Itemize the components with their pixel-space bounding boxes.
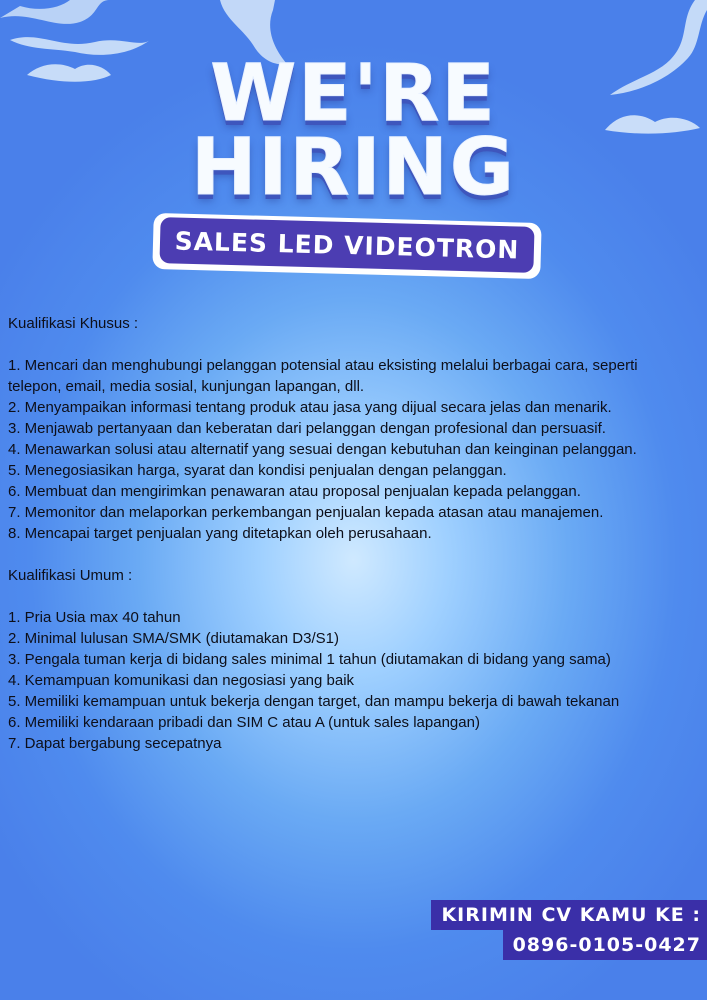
umum-item: 2. Minimal lulusan SMA/SMK (diutamakan D3/S1) [8,630,339,647]
headline-were: WE'RE [210,49,497,139]
contact-phone-number: 0896-0105-0427 [503,930,707,960]
position-banner: SALES LED VIDEOTRON [159,217,534,273]
khusus-item: 4. Menawarkan solusi atau alternatif yang sesuai dengan kebutuhan dan keinginan pelanggan. [8,441,637,458]
contact-callout [431,900,707,960]
umum-item: 1. Pria Usia max 40 tahun [8,609,181,626]
khusus-item: 3. Menjawab pertanyaan dan keberatan dari pelanggan dengan profesional dan persuasif. [8,420,606,437]
umum-item: 4. Kemampuan komunikasi dan negosiasi yang baik [8,672,355,689]
umum-item: 3. Pengala tuman kerja di bidang sales minimal 1 tahun (diutamakan di bidang yang sama) [8,651,611,668]
khusus-heading: Kualifikasi Khusus : [8,315,139,332]
umum-item: 6. Memiliki kendaraan pribadi dan SIM C atau A (untuk sales lapangan) [8,714,480,731]
khusus-item: 7. Memonitor dan melaporkan perkembangan penjualan kepada atasan atau manajemen. [8,504,604,521]
contact-label: KIRIMIN CV KAMU KE : [431,900,707,930]
khusus-item: 1. Mencari dan menghubungi pelanggan potensial atau eksisting melalui berbagai cara, seperti [8,357,638,374]
khusus-item: telepon, email, media sosial, kunjungan lapangan, dll. [8,378,365,395]
qualifications-section [8,313,698,754]
khusus-item: 6. Membuat dan mengirimkan penawaran atau proposal penjualan kepada pelanggan. [8,483,581,500]
khusus-item: 5. Menegosiasikan harga, syarat dan kondisi penjualan dengan pelanggan. [8,462,507,479]
umum-heading: Kualifikasi Umum : [8,567,133,584]
headline-hiring: HIRING [191,123,516,213]
khusus-item: 2. Menyampaikan informasi tentang produk atau jasa yang dijual secara jelas dan menarik. [8,399,612,416]
umum-item: 5. Memiliki kemampuan untuk bekerja dengan target, dan mampu bekerja di bawah tekanan [8,693,620,710]
khusus-item: 8. Mencapai target penjualan yang ditetapkan oleh perusahaan. [8,525,432,542]
umum-item: 7. Dapat bergabung secepatnya [8,735,222,752]
